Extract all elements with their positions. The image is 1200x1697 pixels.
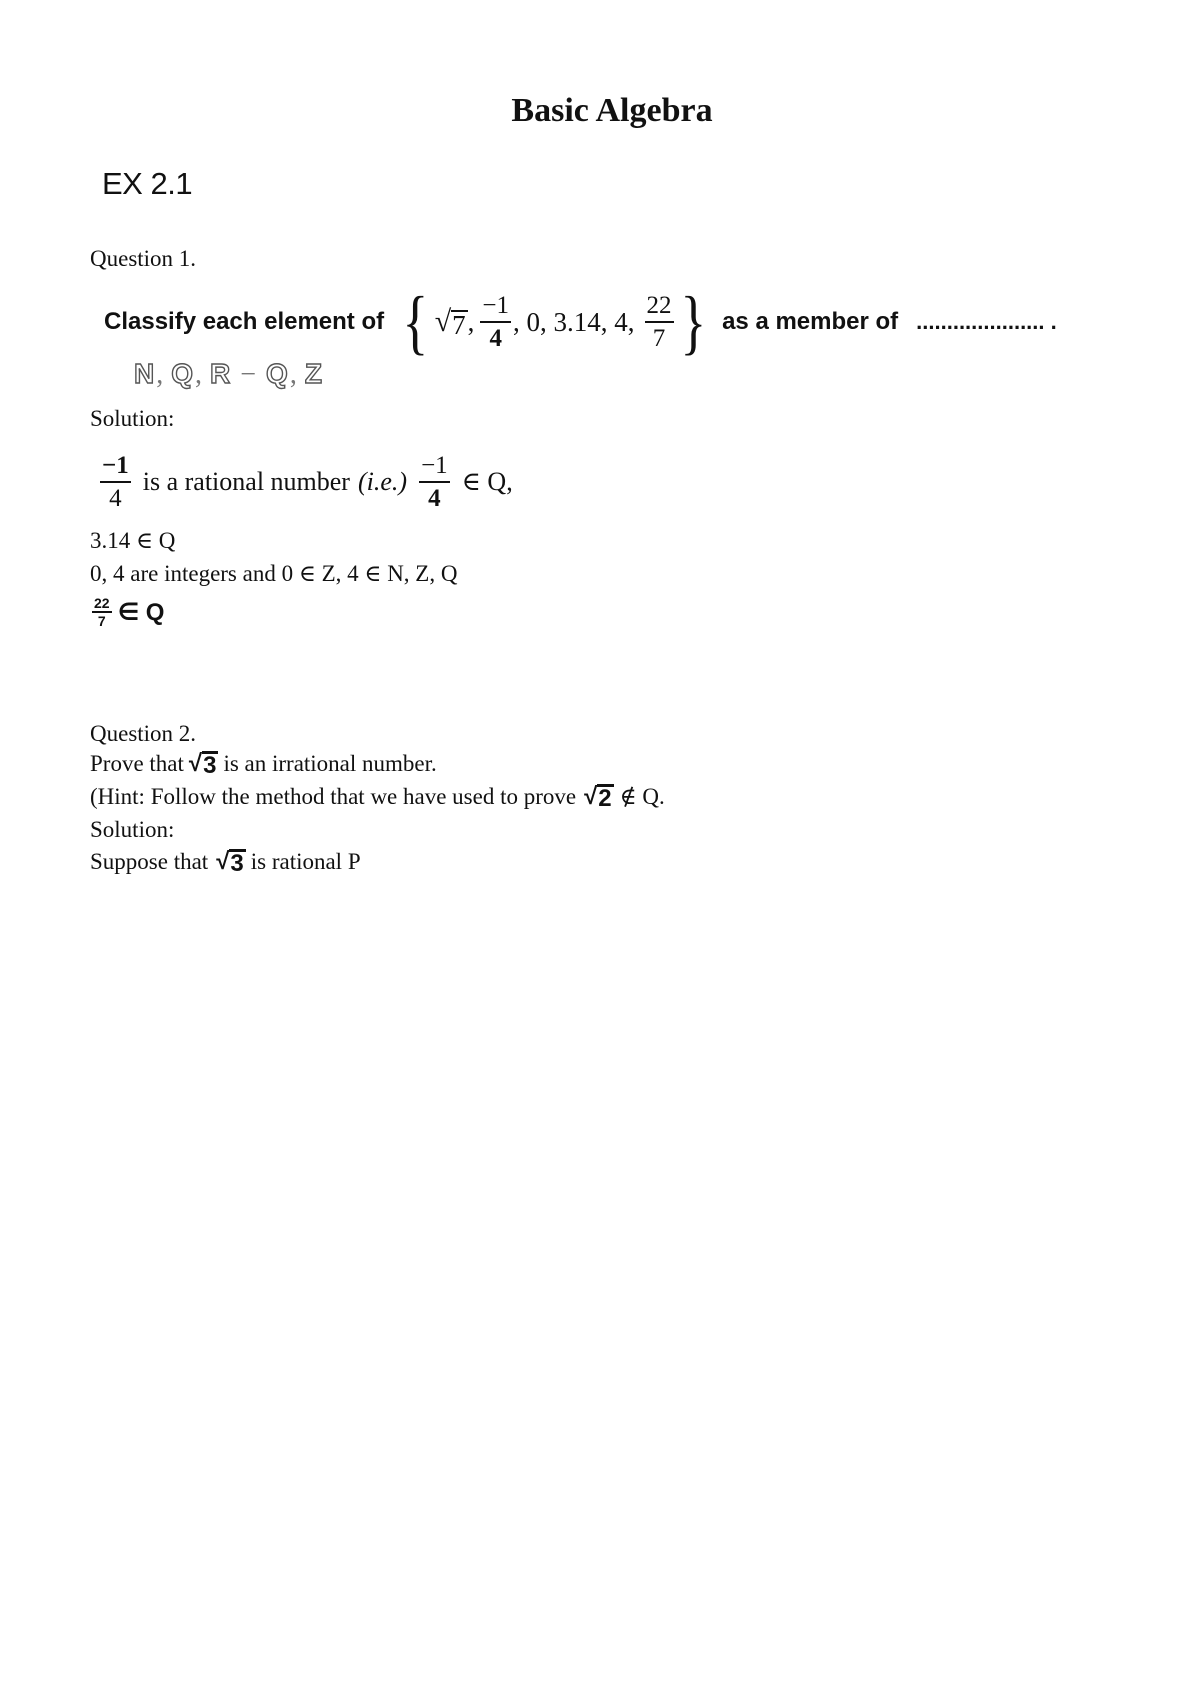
radical-icon: √: [584, 783, 598, 810]
question-2-statement: [90, 750, 437, 778]
right-brace-icon: }: [679, 281, 706, 362]
q1-solution-line-2: 3.14 ∈ Q: [90, 528, 176, 553]
number-sets-list: [134, 358, 322, 391]
q1-set: [398, 281, 710, 364]
sqrt-7: √ 7: [434, 305, 466, 340]
set-minus: −: [240, 359, 257, 390]
q1-prefix: Classify each element of: [104, 308, 385, 335]
q1-blank-dots: ..................... .: [916, 309, 1057, 334]
fraction-minus-one-fourth: $\frac{-1}{4}$: [421, 452, 448, 512]
page-title: Basic Algebra: [511, 92, 713, 129]
radical-icon: √: [188, 750, 203, 777]
q2-solution-prefix: Suppose that: [90, 849, 209, 874]
fraction-minus-one-fourth: $\frac{-1}{4}$: [482, 292, 510, 352]
question-1-label: Question 1.: [90, 246, 197, 271]
element-of-q: ∈ Q,: [461, 467, 513, 496]
set-q-second: Q: [266, 358, 288, 389]
fraction-22-7: $\frac{22}{7}$: [646, 292, 672, 352]
exercise-heading: EX 2.1: [102, 166, 193, 201]
sqrt-3: √ 3: [188, 750, 217, 779]
set-n: N: [134, 358, 155, 389]
sqrt-3: √ 3: [216, 848, 244, 877]
question-1-statement: [104, 282, 1057, 362]
element-of-q: ∈ Q: [117, 598, 165, 626]
q1-solution-line-3: 0, 4 are integers and 0 ∈ Z, 4 ∈ N, Z, Q: [90, 561, 458, 586]
q2-line1-prefix: Prove that: [90, 751, 184, 776]
radical-icon: √: [434, 305, 452, 338]
q2-solution-label: Solution:: [90, 817, 175, 842]
sqrt-2: √ 2: [584, 783, 612, 812]
q2-hint-prefix: (Hint: Follow the method that we have used to prove: [90, 784, 577, 809]
q2-solution-line-1: [90, 848, 361, 876]
set-q: Q: [171, 358, 194, 389]
set-separator: ,: [289, 359, 297, 390]
ie-text: (i.e.): [357, 467, 408, 496]
q1-solution-line-1: [100, 448, 513, 516]
q1-solution-line-4: [92, 592, 164, 632]
q2-solution-suffix: is rational P: [250, 849, 361, 874]
q1-suffix: as a member of: [722, 308, 899, 335]
radical-icon: √: [216, 848, 230, 875]
question-2-hint: [90, 783, 665, 811]
set-separator: ,: [156, 359, 164, 390]
set-separator: ,: [195, 359, 203, 390]
q1-solution-label: Solution:: [90, 406, 175, 431]
left-brace-icon: {: [402, 281, 429, 362]
q2-hint-suffix: ∉ Q.: [619, 784, 665, 809]
set-r: R: [210, 358, 231, 389]
q1-set-middle: , 0, 3.14, 4,: [513, 306, 635, 337]
rational-text: is a rational number: [142, 467, 350, 496]
fraction-minus-one-fourth: $\frac{-1}{4}$: [102, 452, 129, 512]
fraction-22-7: $\frac{22}{7}$: [94, 595, 110, 629]
question-2-label: Question 2.: [90, 721, 197, 746]
q1-set-comma: ,: [467, 306, 475, 337]
q2-line1-suffix: is an irrational number.: [223, 751, 437, 776]
set-z: Z: [304, 358, 322, 389]
